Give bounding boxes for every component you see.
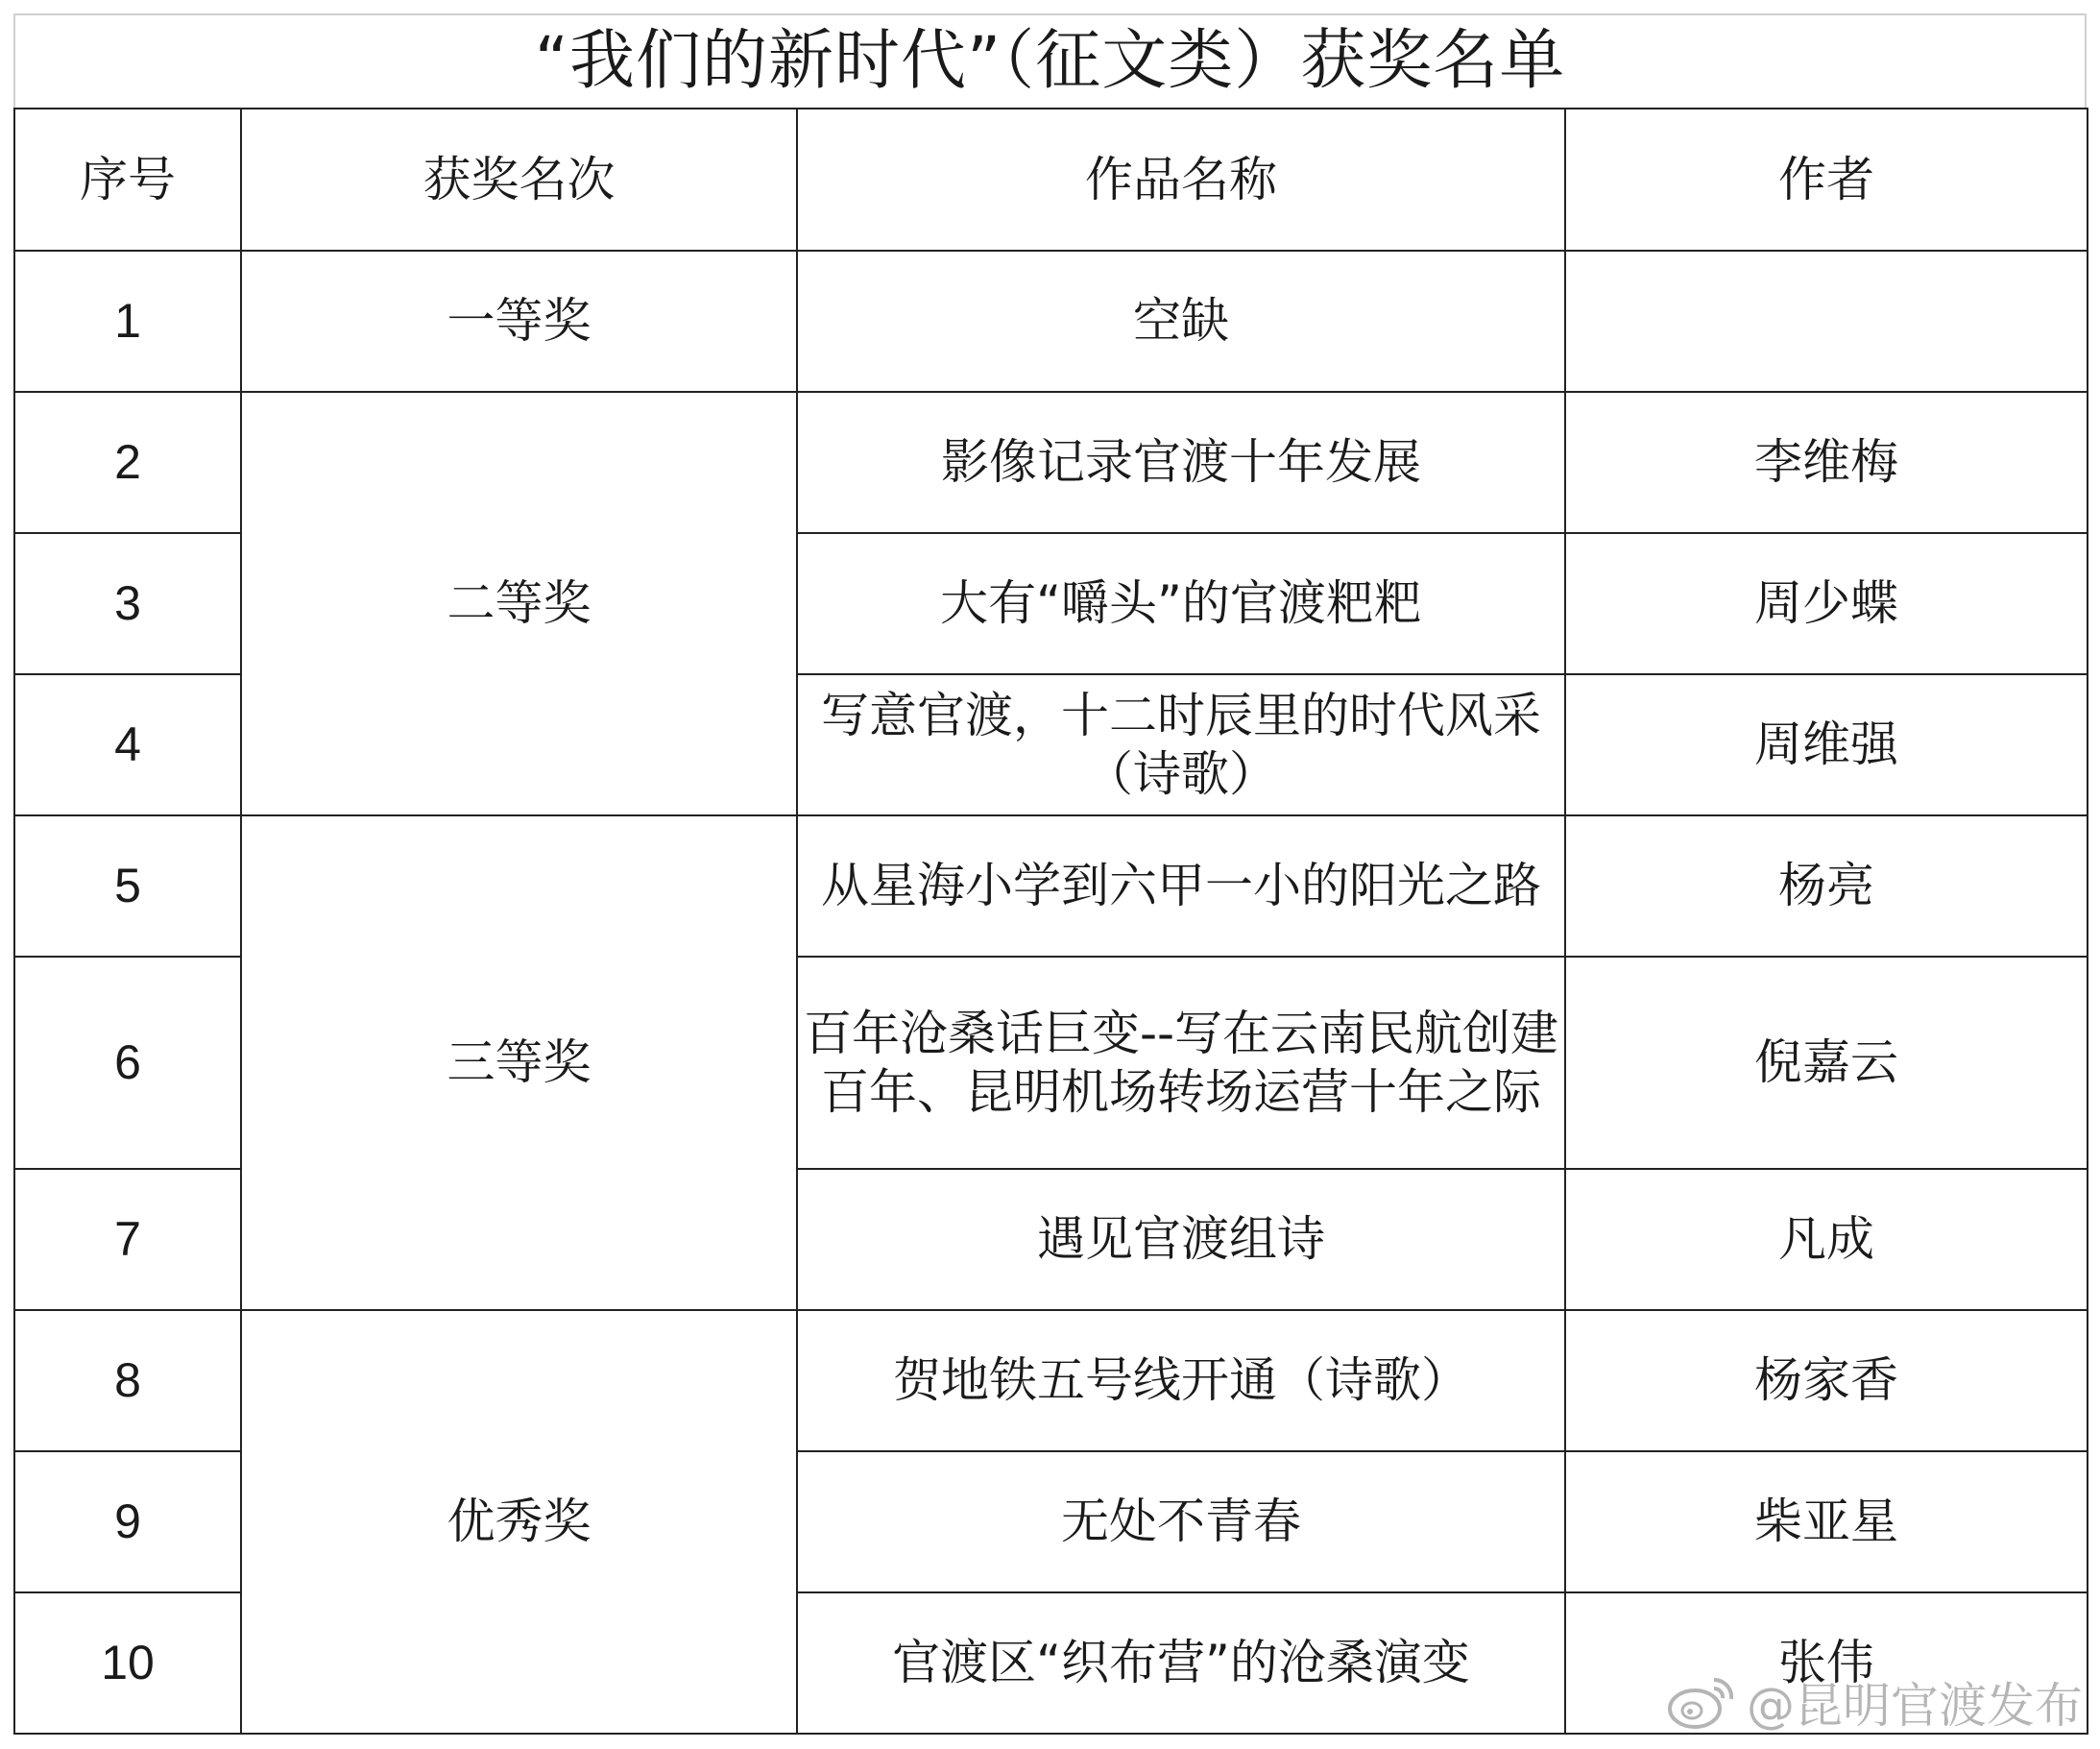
table-row [14, 392, 2088, 533]
work-title: 官渡区“织布营”的沧桑演变 [797, 1592, 1565, 1734]
work-title: 从星海小学到六甲一小的阳光之路 [797, 815, 1565, 957]
header-work: 作品名称 [797, 109, 1565, 251]
row-number: 4 [14, 674, 241, 815]
row-number: 6 [14, 957, 241, 1169]
work-title: 大有“嚼头”的官渡粑粑 [797, 533, 1565, 674]
rank-cell: 一等奖 [241, 251, 797, 392]
header-no: 序号 [14, 109, 241, 251]
watermark [1666, 1664, 2083, 1740]
author-name: 倪嘉云 [1565, 957, 2088, 1169]
table-row [14, 251, 2088, 392]
page-title: “我们的新时代”（征文类）获奖名单 [534, 23, 1566, 99]
author-name: 张伟 [1565, 1592, 2088, 1734]
author-name: 杨亮 [1565, 815, 2088, 957]
title-bar [13, 13, 2087, 108]
author-name: 凡成 [1565, 1169, 2088, 1310]
author-name: 周少蝶 [1565, 533, 2088, 674]
header-author: 作者 [1565, 109, 2088, 251]
row-number: 7 [14, 1169, 241, 1310]
author-name: 柴亚星 [1565, 1451, 2088, 1592]
rank-cell: 三等奖 [241, 815, 797, 1310]
author-name [1565, 251, 2088, 392]
work-title: 影像记录官渡十年发展 [797, 392, 1565, 533]
author-name: 周维强 [1565, 674, 2088, 815]
row-number: 9 [14, 1451, 241, 1592]
work-title: 百年沧桑话巨变--写在云南民航创建百年、昆明机场转场运营十年之际 [797, 957, 1565, 1169]
rank-cell: 优秀奖 [241, 1310, 797, 1734]
table-row [14, 815, 2088, 957]
work-title: 贺地铁五号线开通（诗歌） [797, 1310, 1565, 1451]
table-header-row [14, 109, 2088, 251]
work-title: 无处不青春 [797, 1451, 1565, 1592]
work-title: 空缺 [797, 251, 1565, 392]
work-title: 写意官渡，十二时辰里的时代风采（诗歌） [797, 674, 1565, 815]
rank-cell: 二等奖 [241, 392, 797, 815]
header-rank: 获奖名次 [241, 109, 797, 251]
row-number: 8 [14, 1310, 241, 1451]
row-number: 5 [14, 815, 241, 957]
row-number: 3 [14, 533, 241, 674]
work-title: 遇见官渡组诗 [797, 1169, 1565, 1310]
award-table [13, 108, 2088, 1735]
weibo-icon [1666, 1672, 1735, 1732]
row-number: 10 [14, 1592, 241, 1734]
author-name: 杨家香 [1565, 1310, 2088, 1451]
watermark-text: @昆明官渡发布 [1747, 1678, 2083, 1734]
author-name: 李维梅 [1565, 392, 2088, 533]
row-number: 2 [14, 392, 241, 533]
table-row [14, 1310, 2088, 1451]
row-number: 1 [14, 251, 241, 392]
